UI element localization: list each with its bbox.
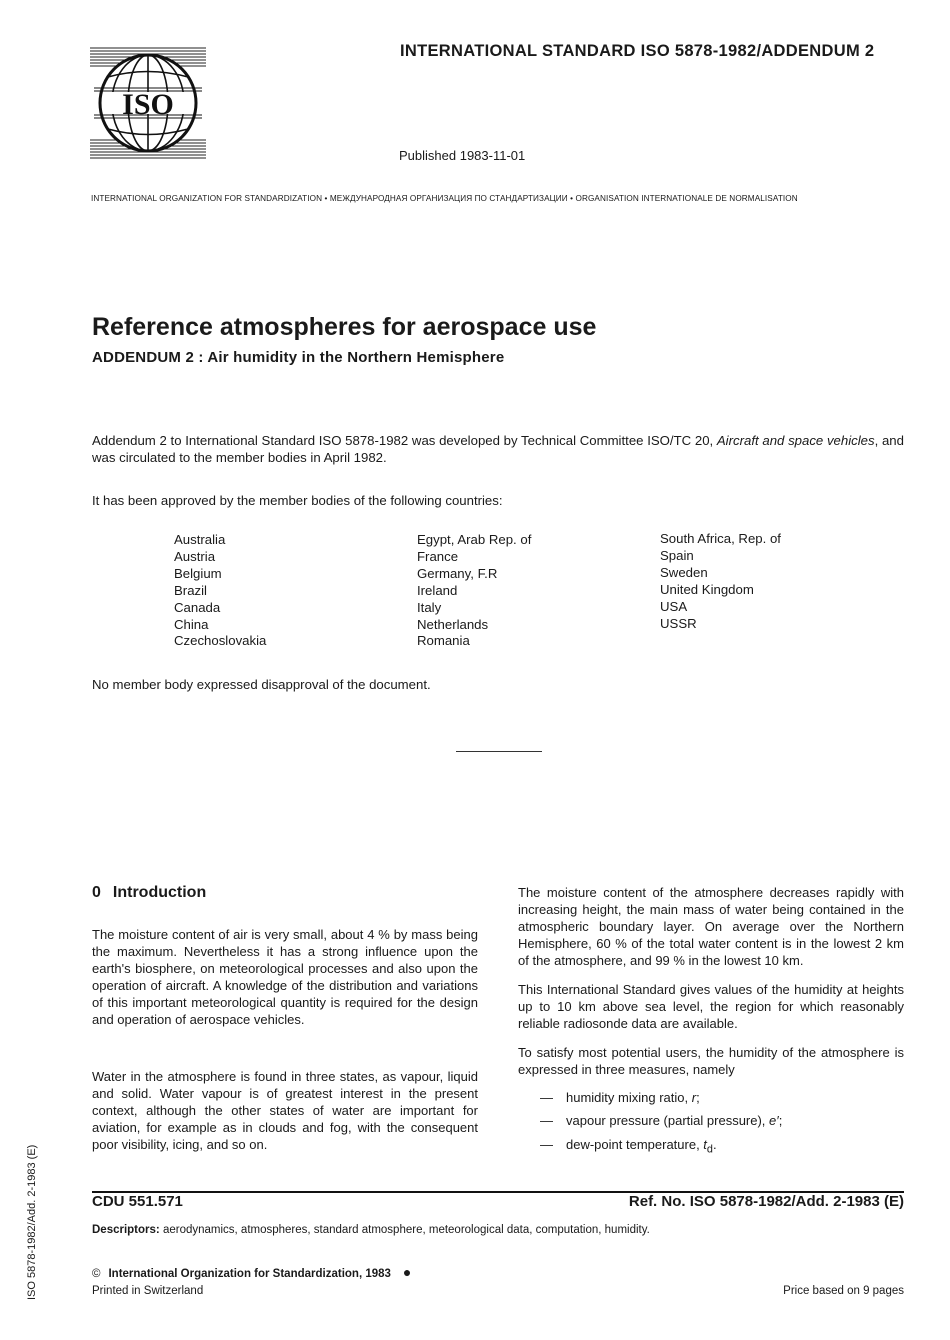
country-item: Italy [417, 599, 442, 615]
bullet-item-dew-point: — dew-point temperature, $t_d$. [540, 1137, 717, 1156]
approved-paragraph: It has been approved by the member bodies of the following countries: [92, 493, 503, 508]
printed-in: Printed in Switzerland [92, 1285, 204, 1297]
country-item: Sweden [660, 564, 708, 580]
published-date: Published 1983-11-01 [399, 148, 526, 163]
bullet-dot-icon: ● [402, 1264, 412, 1280]
disapproval-paragraph: No member body expressed disapproval of the document. [92, 677, 431, 692]
intro-text-1: Addendum 2 to International Standard ISO 5878-1982 was developed by Technical Committee ISO/TC 20, [92, 433, 717, 448]
intro-paragraph [92, 432, 904, 466]
descriptors [92, 1224, 650, 1236]
bullet-item-mixing-ratio: — humidity mixing ratio, r; [540, 1090, 700, 1105]
intro-right-paragraph-2: This International Standard gives values of the humidity at heights up to 10 km above sea level, the region for which reasonably reliable radiosonde data are available. [518, 982, 904, 1031]
document-subtitle: ADDENDUM 2 : Air humidity in the Northern Hemisphere [92, 349, 505, 366]
country-item: Egypt, Arab Rep. of [417, 532, 532, 547]
intro-left-paragraph-2: Water in the atmosphere is found in three states, as vapour, liquid and solid. Water vapour is of greatest interest in the present context, although the other states of water are important for aviation, for example as in clouds and fog, with the consequent poor visibility, icing, and so on. [92, 1069, 478, 1152]
globe-logo-icon [90, 44, 206, 162]
country-item: Canada [174, 599, 221, 615]
country-item: United Kingdom [660, 581, 754, 597]
descriptors-label: Descriptors: [92, 1224, 160, 1236]
iso-logo-text: ISO [122, 88, 174, 121]
cdu-number: CDU 551.571 [92, 1193, 183, 1210]
country-list-col1 [174, 532, 266, 650]
country-item: Australia [174, 532, 226, 547]
intro-left-paragraph-1: The moisture content of air is very small, about 4 % by mass being the maximum. Nevertheless it has a strong influence upon the earth's biosphere, on meteorological processes and also upon the operation of aircraft. A knowledge of the distribution and variations of this important meteorological quantity is required for the design and operation of aerospace vehicles. [92, 927, 478, 1027]
copyright-icon: © [92, 1268, 101, 1280]
country-item: Germany, F.R [417, 565, 498, 581]
side-reference: ISO 5878-1982/Add. 2-1983 (E) [26, 1144, 38, 1300]
country-item: South Africa, Rep. of [660, 531, 781, 546]
country-list-col3 [660, 531, 781, 632]
organization-line: INTERNATIONAL ORGANIZATION FOR STANDARDIZATION • МЕЖДУНАРОДНАЯ ОРГАНИЗАЦИЯ ПО СТАНДАРТИЗАЦИИ • ORGANISATION INTERNATIONALE DE NORMALISATION [91, 194, 798, 203]
country-item: Brazil [174, 582, 207, 598]
country-item: Netherlands [417, 616, 489, 632]
country-item: Czechoslovakia [174, 633, 267, 649]
copyright-line [92, 1264, 411, 1280]
country-item: China [174, 616, 209, 632]
country-item: Romania [417, 633, 470, 649]
separator-line [456, 751, 542, 752]
intro-italic: Aircraft and space vehicles [716, 433, 875, 448]
reference-number: Ref. No. ISO 5878-1982/Add. 2-1983 (E) [628, 1193, 904, 1210]
descriptors-list: aerodynamics, atmospheres, standard atmosphere, meteorological data, computation, humidity. [159, 1224, 650, 1236]
country-item: Ireland [417, 582, 458, 598]
country-item: Austria [174, 548, 216, 564]
copyright-text: International Organization for Standardization, 1983 [108, 1268, 391, 1280]
iso-logo [90, 44, 206, 162]
intro-right-paragraph-3: To satisfy most potential users, the humidity of the atmosphere is expressed in three measures, namely [518, 1045, 904, 1077]
country-item: USA [660, 598, 688, 614]
price-note: Price based on 9 pages [783, 1285, 904, 1297]
section-heading [92, 884, 206, 902]
country-item: USSR [660, 615, 697, 631]
country-item: Belgium [174, 565, 222, 581]
bullet-dash: — [540, 1137, 553, 1152]
country-item: Spain [660, 547, 694, 563]
intro-right-paragraph-1: The moisture content of the atmosphere decreases rapidly with increasing height, the main mass of water being contained in the atmospheric boundary layer. On average over the Northern Hemisphere, 60 % of the total water content is in the lowest 2 km of the atmosphere, and 99 % in the lowest 10 km. [518, 885, 904, 968]
bullet-item-vapour-pressure: — vapour pressure (partial pressure), e′; [540, 1113, 783, 1128]
bullet-dash: — [540, 1090, 553, 1105]
bullet-dash: — [540, 1113, 553, 1128]
section-number: 0 [92, 884, 101, 901]
country-list-col2 [417, 532, 531, 650]
standard-title: INTERNATIONAL STANDARD ISO 5878-1982/ADDENDUM 2 [400, 42, 875, 60]
country-item: France [417, 548, 459, 564]
intro-text-2: , and was circulated to the member bodies in April 1982. [92, 433, 904, 465]
document-title: Reference atmospheres for aerospace use [92, 313, 597, 341]
section-title: Introduction [112, 884, 207, 901]
